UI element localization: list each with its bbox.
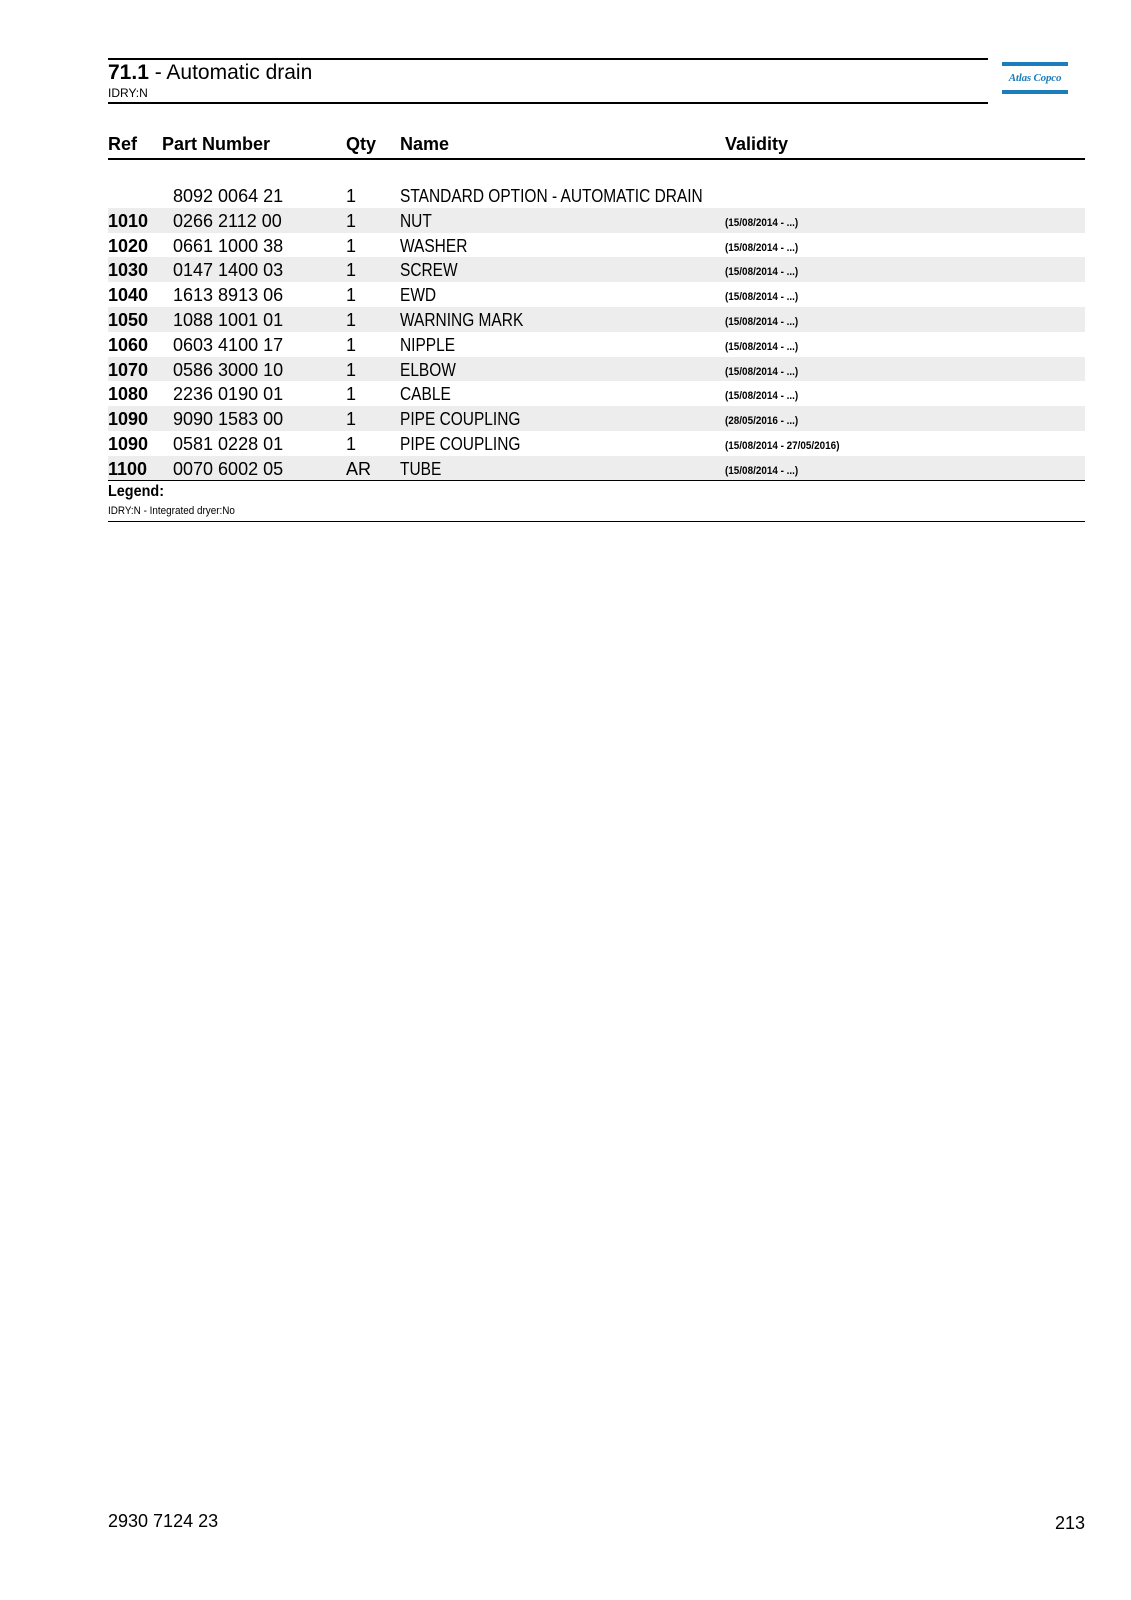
cell-validity: (15/08/2014 - ...)	[725, 464, 799, 477]
cell-validity: (15/08/2014 - ...)	[725, 315, 799, 328]
column-header-part-number: Part Number	[162, 134, 271, 154]
table-row	[108, 332, 1085, 357]
cell-name: WARNING MARK	[400, 309, 524, 330]
cell-ref: 1090	[108, 409, 149, 430]
legend-item: IDRY:N - Integrated dryer:No	[108, 505, 235, 517]
logo-bar-top	[1002, 62, 1068, 66]
cell-part-number: 0581 0228 01	[173, 433, 284, 454]
table-row	[108, 357, 1085, 382]
cell-name: SCREW	[400, 260, 458, 281]
cell-validity: (15/08/2014 - ...)	[725, 365, 799, 378]
cell-part-number: 1613 8913 06	[173, 285, 284, 306]
cell-ref: 1020	[108, 235, 149, 256]
cell-name: CABLE	[400, 384, 451, 405]
cell-qty: 1	[346, 285, 357, 306]
column-header-ref: Ref	[108, 134, 138, 154]
page-subtitle: IDRY:N	[108, 86, 148, 100]
cell-name: PIPE COUPLING	[400, 409, 521, 430]
logo-bar-bottom	[1002, 90, 1068, 94]
cell-validity: (15/08/2014 - 27/05/2016)	[725, 439, 840, 452]
cell-name: STANDARD OPTION - AUTOMATIC DRAIN	[400, 186, 703, 206]
cell-part-number: 0661 1000 38	[173, 235, 284, 256]
table-row	[108, 456, 1085, 481]
cell-name: NUT	[400, 210, 432, 231]
cell-part-number: 0603 4100 17	[173, 334, 284, 355]
cell-validity: (15/08/2014 - ...)	[725, 216, 799, 229]
cell-part-number: 8092 0064 21	[173, 186, 284, 206]
cell-qty: 1	[346, 309, 357, 330]
cell-qty: 1	[346, 359, 357, 380]
cell-name: NIPPLE	[400, 334, 456, 355]
legend-title: Legend:	[108, 483, 164, 500]
cell-part-number: 0147 1400 03	[173, 260, 284, 281]
section-number: 71.1	[108, 61, 149, 84]
logo-text: Atlas Copco	[1008, 72, 1062, 84]
parts-table-body	[108, 183, 1085, 481]
cell-ref: 1060	[108, 334, 149, 355]
cell-name: WASHER	[400, 235, 468, 256]
cell-part-number: 0586 3000 10	[173, 359, 284, 380]
cell-validity: (15/08/2014 - ...)	[725, 390, 799, 403]
cell-ref: 1050	[108, 309, 149, 330]
cell-part-number: 2236 0190 01	[173, 384, 284, 405]
cell-qty: 1	[346, 334, 357, 355]
table-header	[108, 132, 1085, 160]
table-row	[108, 257, 1085, 282]
cell-ref: 1100	[108, 458, 148, 479]
cell-ref: 1080	[108, 384, 149, 405]
cell-qty: 1	[346, 260, 357, 281]
cell-part-number: 1088 1001 01	[173, 309, 284, 330]
section-title: - Automatic drain	[148, 61, 313, 84]
cell-ref: 1070	[108, 359, 149, 380]
legend	[108, 480, 1085, 522]
cell-ref: 1090	[108, 433, 149, 454]
table-row	[108, 183, 1085, 208]
cell-name: EWD	[400, 285, 437, 306]
column-header-qty: Qty	[346, 134, 377, 154]
table-row	[108, 406, 1085, 431]
cell-part-number: 9090 1583 00	[173, 409, 284, 430]
table-row	[108, 282, 1085, 307]
cell-part-number: 0266 2112 00	[173, 210, 282, 231]
table-row	[108, 307, 1085, 332]
page-title	[108, 60, 312, 86]
table-row	[108, 233, 1085, 258]
cell-validity: (15/08/2014 - ...)	[725, 266, 799, 279]
column-header-validity: Validity	[725, 134, 789, 154]
cell-qty: 1	[346, 409, 357, 430]
cell-ref: 1010	[108, 210, 149, 231]
cell-validity: (15/08/2014 - ...)	[725, 340, 799, 353]
cell-validity: (15/08/2014 - ...)	[725, 241, 799, 254]
cell-part-number: 0070 6002 05	[173, 458, 284, 479]
cell-qty: 1	[346, 186, 357, 206]
cell-qty: 1	[346, 235, 357, 256]
document-number: 2930 7124 23	[108, 1511, 219, 1531]
cell-ref: 1040	[108, 285, 149, 306]
cell-name: ELBOW	[400, 359, 456, 380]
cell-name: TUBE	[400, 458, 442, 479]
cell-validity: (28/05/2016 - ...)	[725, 415, 799, 428]
cell-validity: (15/08/2014 - ...)	[725, 291, 799, 304]
page-header	[108, 58, 988, 104]
cell-name: PIPE COUPLING	[400, 433, 521, 454]
cell-ref: 1030	[108, 260, 149, 281]
table-row	[108, 208, 1085, 233]
cell-qty: 1	[346, 210, 357, 231]
column-header-name: Name	[400, 134, 450, 154]
atlas-copco-logo	[1002, 62, 1068, 96]
table-row	[108, 381, 1085, 406]
page-number: 213	[1054, 1513, 1085, 1533]
table-row	[108, 431, 1085, 456]
cell-qty: AR	[346, 458, 372, 479]
cell-qty: 1	[346, 433, 357, 454]
cell-qty: 1	[346, 384, 357, 405]
